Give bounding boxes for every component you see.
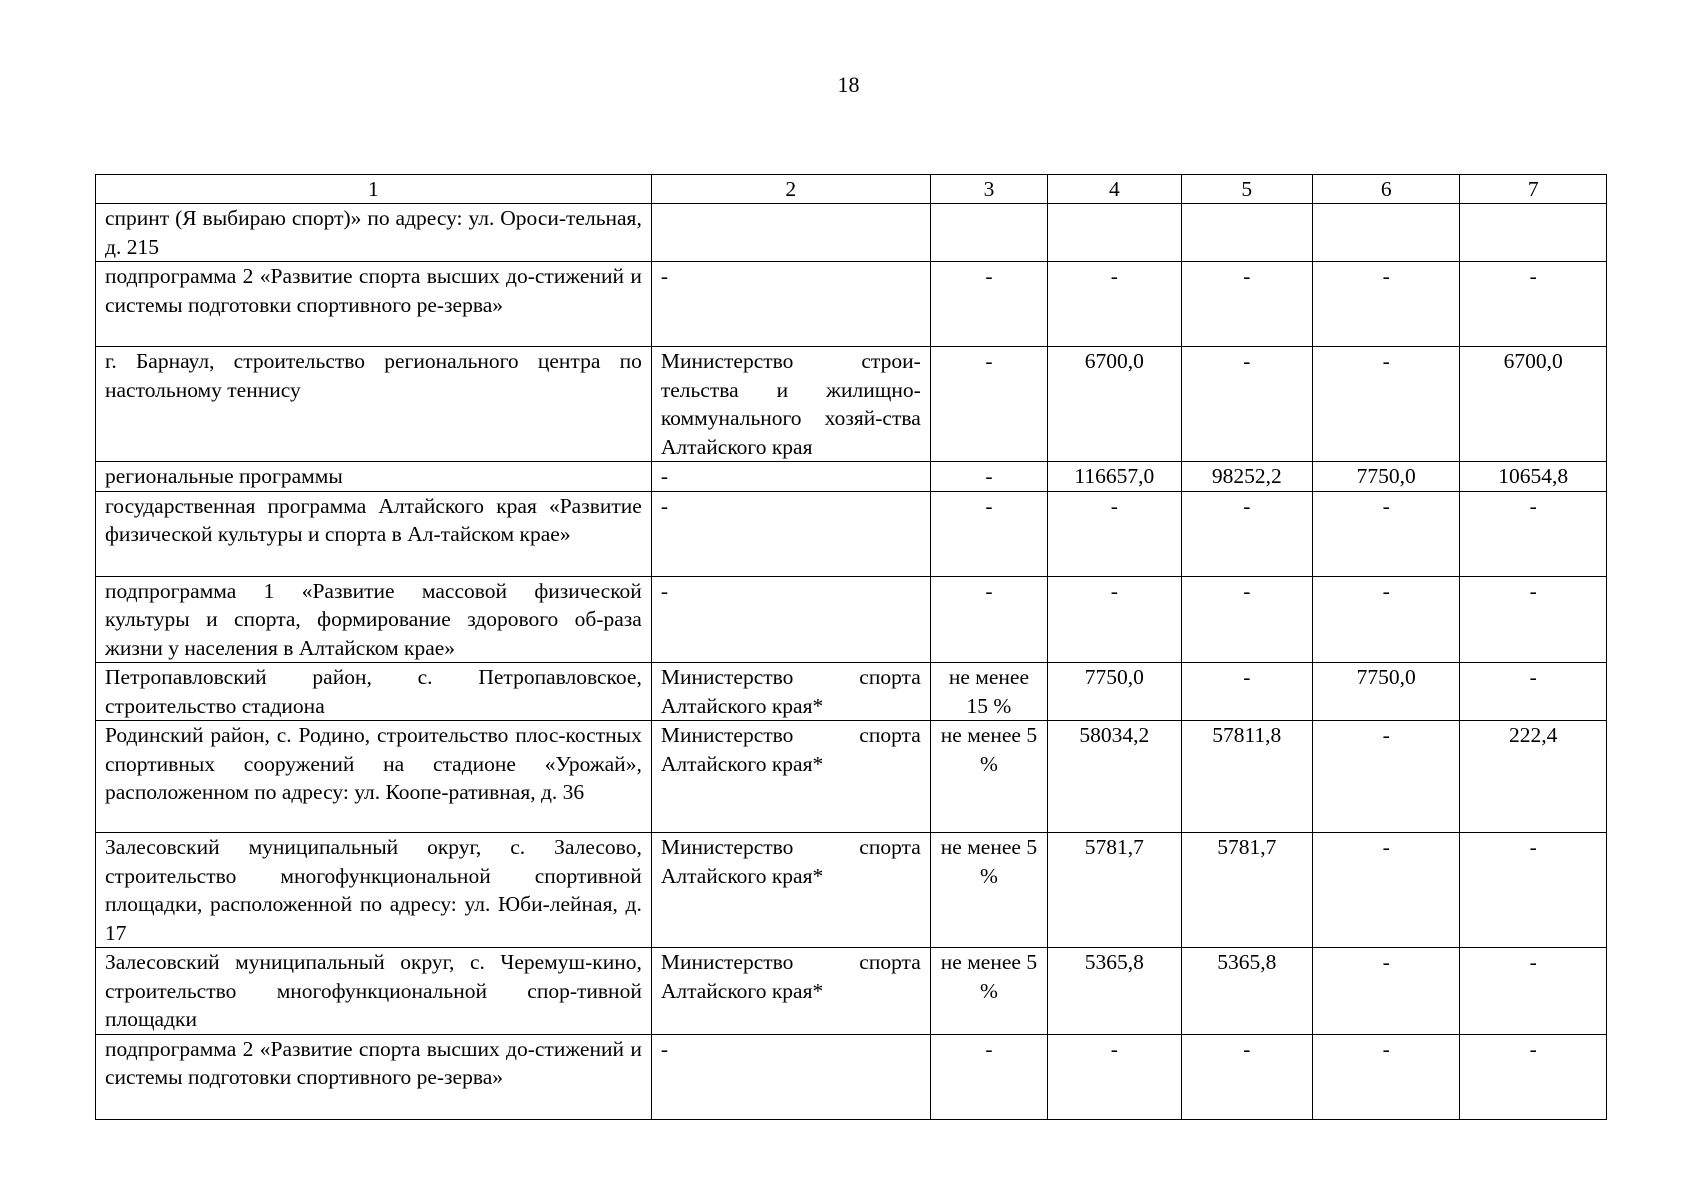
object-name-cell: подпрограмма 2 «Развитие спорта высших до-стижений и системы подготовки спортивного ре-зерва» [96,262,652,347]
cofinancing-cell: - [930,262,1047,347]
customer-cell: - [651,462,930,492]
object-name-cell: Петропавловский район, с. Петропавловское, строительство стадиона [96,663,652,721]
object-name-cell: Родинский район, с. Родино, строительство плос-костных спортивных сооружений на стадионе «Урожай», расположенном по адресу: ул. Коопе-ративная, д. 36 [96,721,652,833]
object-name-cell: региональные программы [96,462,652,492]
cofinancing-cell: - [930,491,1047,576]
cofinancing-cell: не менее 15 % [930,663,1047,721]
table-row [96,347,1607,462]
table-row [96,1034,1607,1119]
year-2023-cell: - [1312,721,1459,833]
column-header: 6 [1312,175,1459,204]
customer-cell: - [651,491,930,576]
year-2022-cell: - [1181,347,1312,462]
year-2024-cell: 10654,8 [1460,462,1607,492]
cofinancing-cell: - [930,347,1047,462]
year-2024-cell: - [1460,663,1607,721]
year-2022-cell: - [1181,1034,1312,1119]
year-2022-cell: - [1181,491,1312,576]
column-header: 2 [651,175,930,204]
table-row [96,663,1607,721]
customer-cell: - [651,1034,930,1119]
year-2024-cell: - [1460,948,1607,1035]
year-2024-cell: - [1460,576,1607,663]
total-cell: - [1048,262,1181,347]
table-row [96,721,1607,833]
year-2024-cell: - [1460,262,1607,347]
column-header: 4 [1048,175,1181,204]
object-name-cell: Залесовский муниципальный округ, с. Залесово, строительство многофункциональной спортивной площадки, расположенной по адресу: ул. Юби-лейная, д. 17 [96,833,652,948]
table-row [96,948,1607,1035]
column-header: 3 [930,175,1047,204]
year-2024-cell: - [1460,491,1607,576]
year-2023-cell: - [1312,1034,1459,1119]
year-2022-cell: - [1181,663,1312,721]
year-2023-cell: - [1312,833,1459,948]
total-cell: 116657,0 [1048,462,1181,492]
year-2022-cell: - [1181,262,1312,347]
year-2024-cell: 222,4 [1460,721,1607,833]
column-header: 1 [96,175,652,204]
year-2023-cell: 7750,0 [1312,462,1459,492]
cofinancing-cell: - [930,462,1047,492]
page-number: 18 [837,72,860,97]
total-cell: 5365,8 [1048,948,1181,1035]
year-2023-cell [1312,204,1459,262]
total-cell [1048,204,1181,262]
year-2024-cell: - [1460,1034,1607,1119]
year-2023-cell: - [1312,576,1459,663]
year-2022-cell: 57811,8 [1181,721,1312,833]
table-row [96,462,1607,492]
customer-cell: Министерство спорта Алтайского края* [651,948,930,1035]
year-2023-cell: - [1312,948,1459,1035]
total-cell: 7750,0 [1048,663,1181,721]
data-table [95,174,1607,1120]
year-2022-cell: - [1181,576,1312,663]
total-cell: - [1048,1034,1181,1119]
customer-cell: Министерство спорта Алтайского края* [651,721,930,833]
table-row [96,204,1607,262]
customer-cell: - [651,576,930,663]
total-cell: 58034,2 [1048,721,1181,833]
object-name-cell: спринт (Я выбираю спорт)» по адресу: ул. Ороси-тельная, д. 215 [96,204,652,262]
customer-cell: Министерство спорта Алтайского края* [651,833,930,948]
year-2023-cell: - [1312,491,1459,576]
year-2022-cell: 98252,2 [1181,462,1312,492]
customer-cell: - [651,262,930,347]
year-2024-cell: - [1460,833,1607,948]
object-name-cell: г. Барнаул, строительство регионального центра по настольному теннису [96,347,652,462]
table-row [96,576,1607,663]
year-2023-cell: - [1312,262,1459,347]
total-cell: 6700,0 [1048,347,1181,462]
year-2023-cell: 7750,0 [1312,663,1459,721]
cofinancing-cell: - [930,1034,1047,1119]
cofinancing-cell [930,204,1047,262]
year-2023-cell: - [1312,347,1459,462]
table-row [96,262,1607,347]
table-row [96,491,1607,576]
table-row [96,833,1607,948]
object-name-cell: подпрограмма 1 «Развитие массовой физической культуры и спорта, формирование здорового об-раза жизни у населения в Алтайском крае» [96,576,652,663]
table-body [96,204,1607,1120]
total-cell: 5781,7 [1048,833,1181,948]
cofinancing-cell: не менее 5 % [930,721,1047,833]
object-name-cell: подпрограмма 2 «Развитие спорта высших до-стижений и системы подготовки спортивного ре-зерва» [96,1034,652,1119]
year-2022-cell: 5365,8 [1181,948,1312,1035]
year-2022-cell: 5781,7 [1181,833,1312,948]
cofinancing-cell: не менее 5 % [930,948,1047,1035]
total-cell: - [1048,491,1181,576]
cofinancing-cell: не менее 5 % [930,833,1047,948]
customer-cell: Министерство спорта Алтайского края* [651,663,930,721]
year-2024-cell: 6700,0 [1460,347,1607,462]
cofinancing-cell: - [930,576,1047,663]
year-2022-cell [1181,204,1312,262]
customer-cell: Министерство строи-тельства и жилищно-коммунального хозяй-ства Алтайского края [651,347,930,462]
object-name-cell: государственная программа Алтайского края «Развитие физической культуры и спорта в Ал-тайском крае» [96,491,652,576]
year-2024-cell [1460,204,1607,262]
object-name-cell: Залесовский муниципальный округ, с. Черемуш-кино, строительство многофункциональной спор-тивной площадки [96,948,652,1035]
total-cell: - [1048,576,1181,663]
customer-cell [651,204,930,262]
column-header: 7 [1460,175,1607,204]
header-row [96,175,1607,204]
column-header: 5 [1181,175,1312,204]
